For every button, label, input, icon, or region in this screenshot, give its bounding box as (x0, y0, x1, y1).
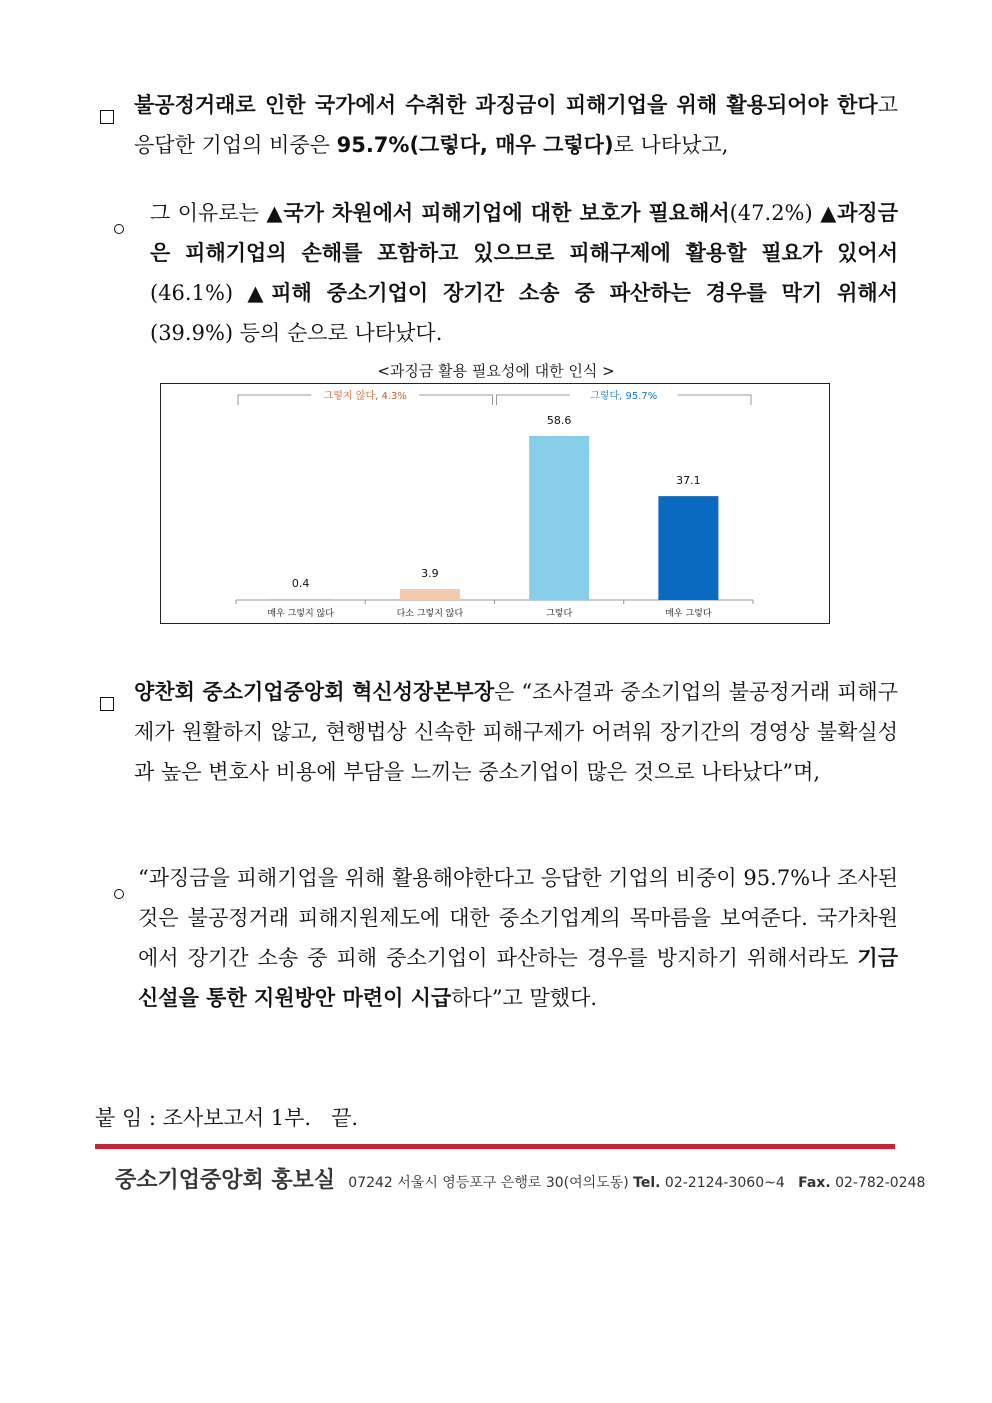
data-label: 58.6 (546, 413, 572, 427)
p3-text-1: 은 “조사결과 중소기업의 불공정거래 피해구제가 원활하지 않고, 현행법상 신속한 피해구제가 어려워 장기간의 경영상 불확실성과 높은 변호사 비용에 부담을 느끼는 중소기업이 많은 것으로 나타났다”며, (134, 680, 898, 784)
data-label: 37.1 (676, 474, 701, 488)
p2-text-3: (46.1%) (150, 281, 248, 305)
square-bullet-icon (100, 684, 114, 724)
p2-text-2: (47.2%) (729, 201, 821, 225)
bar-2 (400, 589, 460, 600)
circle-bullet-icon (114, 207, 124, 247)
footer-address: 07242 서울시 영등포구 은행로 30(여의도동) (348, 1175, 629, 1191)
paragraph-4 (112, 858, 898, 1018)
group-label: 그렇지 않다, 4.3% (323, 391, 407, 402)
group-bracket-left (497, 395, 570, 405)
p2-text-4: (39.9%) 등의 순으로 나타났다. (150, 321, 443, 345)
paragraph-3 (98, 672, 898, 792)
footer-org: 중소기업중앙회 홍보실 (115, 1168, 336, 1193)
category-label: 매우 그렇다 (665, 609, 712, 619)
data-label: 3.9 (421, 567, 439, 581)
bar-chart (160, 383, 830, 624)
category-label: 그렇다 (546, 609, 573, 619)
circle-bullet-icon (114, 872, 124, 912)
p1-bold-1: 불공정거래로 인한 국가에서 수취한 과징금이 피해기업을 위해 활용되어야 한다 (134, 93, 878, 117)
p4-bold-1: 기금 신설을 통한 지원방안 마련이 시급 (138, 946, 898, 1010)
group-label: 그렇다, 95.7% (590, 391, 658, 402)
group-bracket-right (678, 395, 751, 405)
footer-tel-label: Tel. (633, 1175, 661, 1191)
chart-caption: <과징금 활용 필요성에 대한 인식 > (377, 362, 615, 380)
footer-divider (95, 1144, 895, 1149)
square-bullet-icon (100, 97, 114, 137)
p2-bold-3: ▲피해 중소기업이 장기간 소송 중 파산하는 경우를 막기 위해서 (247, 281, 898, 305)
p3-bold-1: 양찬회 중소기업중앙회 혁신성장본부장 (134, 680, 495, 704)
p2-text-1: 그 이유로는 (150, 201, 267, 225)
footer (115, 1163, 925, 1194)
chart-svg (161, 384, 831, 625)
footer-tel: 02-2124-3060~4 (664, 1175, 785, 1191)
category-label: 다소 그렇지 않다 (396, 609, 464, 619)
p2-bold-2: ▲과징금은 피해기업의 손해를 포함하고 있으므로 피해구제에 활용할 필요가 있어서 (150, 201, 898, 265)
p4-text-2: 하다”고 말했다. (451, 986, 598, 1010)
paragraph-1 (98, 85, 898, 165)
p2-bold-1: ▲국가 차원에서 피해기업에 대한 보호가 필요해서 (266, 201, 730, 225)
p1-bold-2: 95.7%(그렇다, 매우 그렇다) (336, 133, 614, 157)
attachment-line: 붙 임 : 조사보고서 1부. 끝. (95, 1106, 359, 1130)
bar-1 (271, 599, 331, 600)
p4-text-1: “과징금을 피해기업을 위해 활용해야한다고 응답한 기업의 비중이 95.7%나 조사된 것은 불공정거래 피해지원제도에 대한 중소기업계의 목마름을 보여준다. 국가차원에서 장기간 소송 중 피해 중소기업이 파산하는 경우를 방지하기 위해서라도 (138, 866, 898, 970)
category-label: 매우 그렇지 않다 (267, 609, 334, 619)
footer-fax: 02-782-0248 (835, 1175, 926, 1191)
p1-text-1: 고 응답한 기업의 비중은 (134, 93, 898, 157)
group-bracket-left (238, 395, 311, 405)
paragraph-2 (112, 193, 898, 353)
bar-3 (529, 436, 589, 600)
group-bracket-right (419, 395, 492, 405)
bar-4 (658, 496, 718, 600)
data-label: 0.4 (291, 576, 310, 590)
p1-text-2: 로 나타났고, (613, 133, 729, 157)
footer-fax-label: Fax. (798, 1175, 831, 1191)
